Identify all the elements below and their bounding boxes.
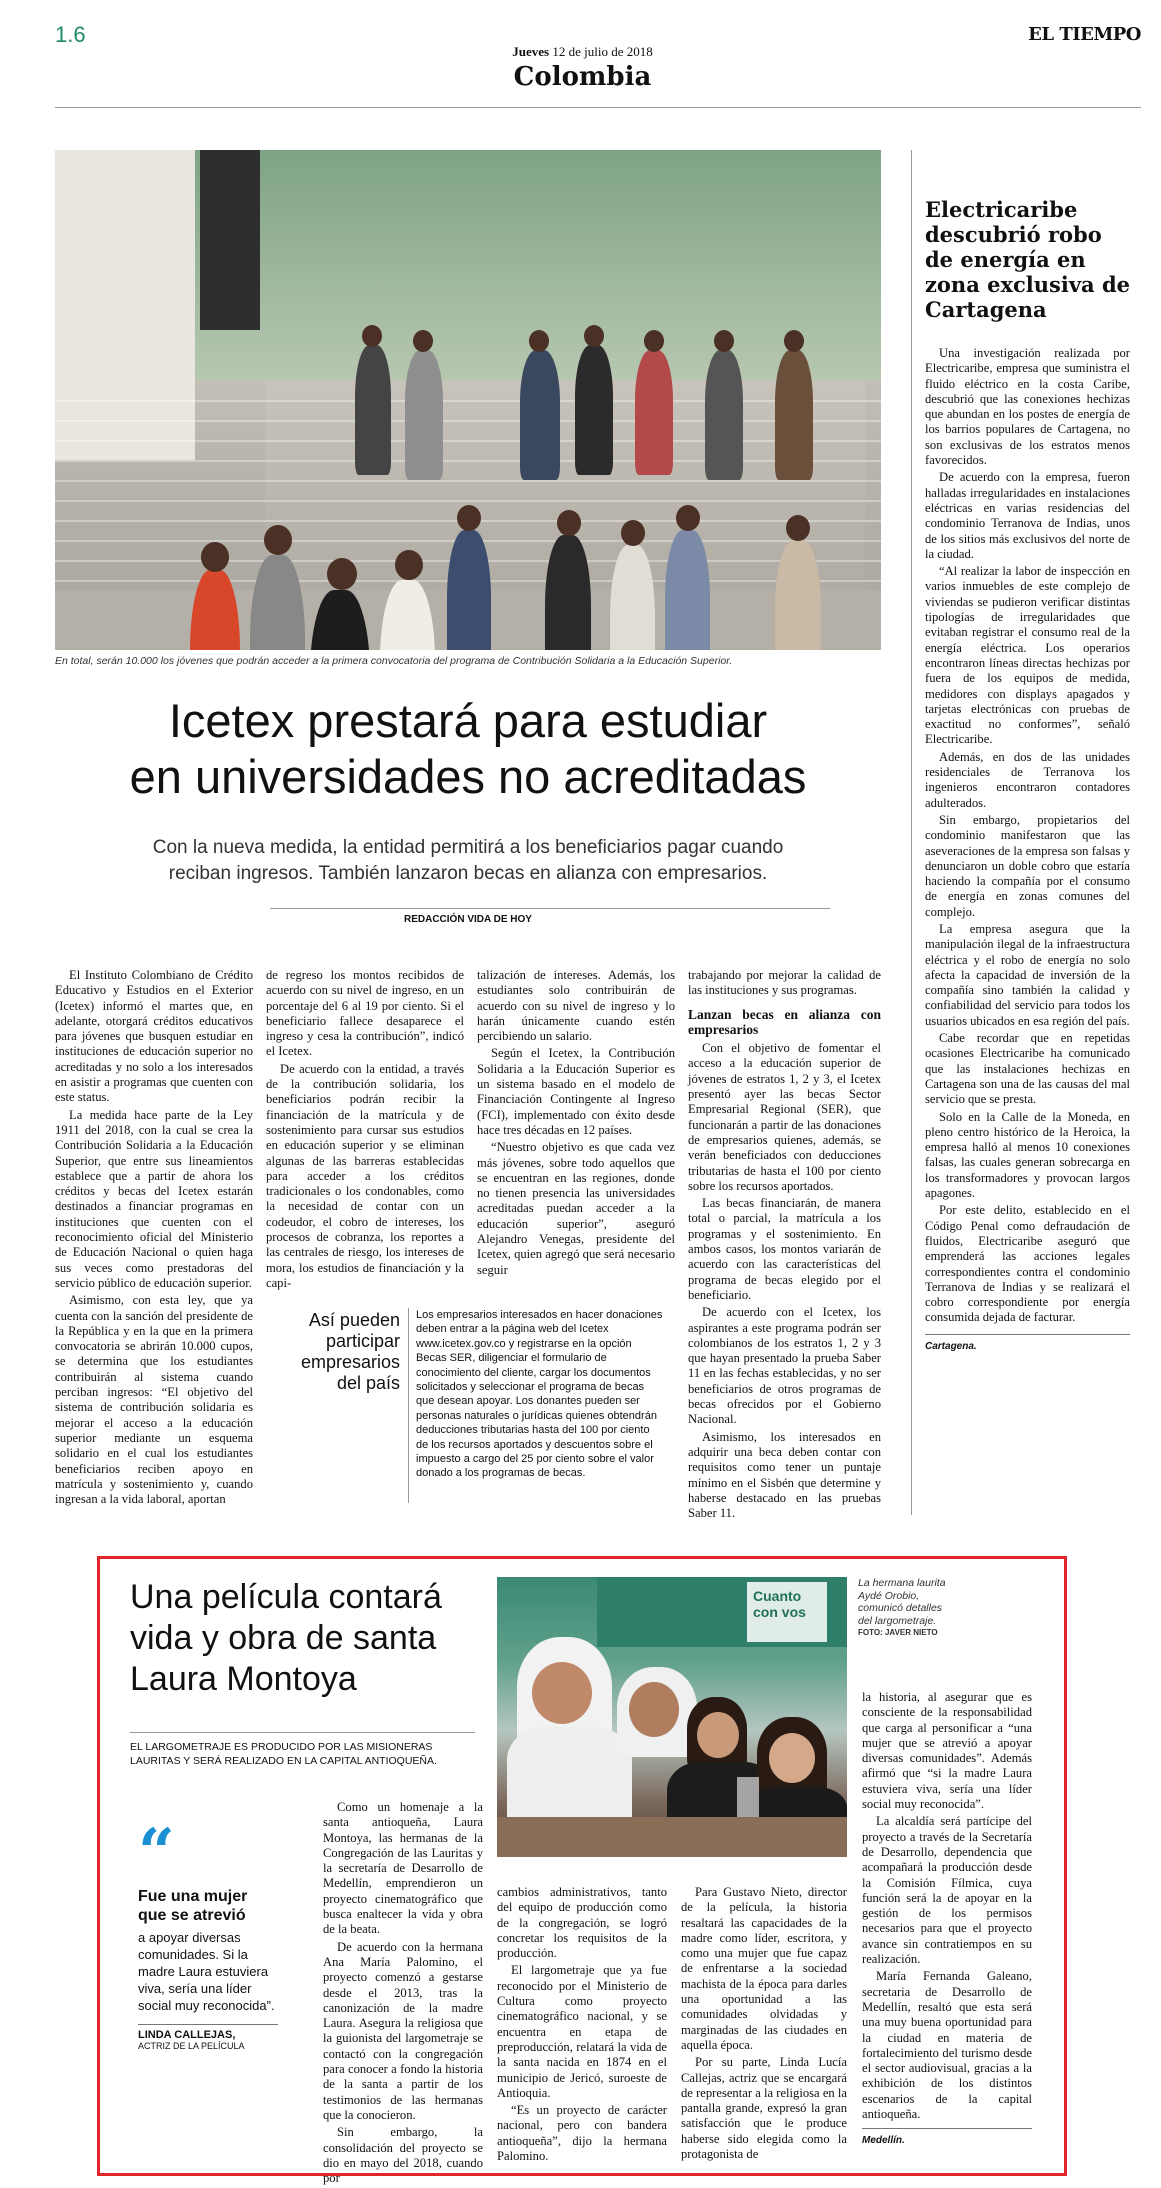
bottom-deck: EL LARGOMETRAJE ES PRODUCIDO POR LAS MISIONERAS LAURITAS Y SERÁ REALIZADO EN LA CAPITAL ANTIOQUEÑA. xyxy=(130,1741,437,1767)
paragraph: Asimismo, con esta ley, que ya cuenta con la sanción del presidente de la República y en la que en la primera convocatoria se abrirán 10.000 cupos, se determina que los estudiantes contribuirán al sistema cuando perciban ingresos: “El objetivo del sistema de contribución solidaria es mejorar el acceso a la educación superior mediante un esquema solidario en el cual los estudiantes beneficiarios reciben apoyo en matrícula y sostenimiento y, cuando ingresan a la vida laboral, aportan xyxy=(55,1293,253,1507)
quote-rule xyxy=(138,2024,278,2025)
main-col-2 xyxy=(266,968,464,1293)
paragraph: De acuerdo con la entidad, a través de la contribución solidaria, los beneficiarios podrán recibir la financiación de la matrícula y de sostenimiento para cursar sus estudios en educación superior y se eliminan algunas de las barreras establecidas para acceder a los créditos tradicionales o los condonables, como la necesidad de contar con un codeudor, el cobro de intereses, los procesos de cobranza, los reportes a las centrales de riesgo, los intereses de mora, los estudios de financiación y la capi- xyxy=(266,1061,464,1290)
paragraph: “Al realizar la labor de inspección en varios inmuebles de este complejo de viviendas se pudieron verificar distintas tipologías de irregularidades que evitaban registrar el consumo real de la energía eléctrica. Los operarios encontraron líneas directas hechizas por fuera de los equipos de medida, medidores con displays apagados y tarjetas electrónicas con pruebas de exactitud no conformes”, señaló Electricaribe. xyxy=(925,564,1130,747)
bottom-col-3 xyxy=(681,1885,847,2164)
quote-role: ACTRIZ DE LA PELÍCULA xyxy=(138,2041,245,2051)
paragraph: De acuerdo con el Icetex, los aspirantes a este programa podrán ser colombianos de los estratos 1, 2 y 3 que hayan presentado la prueba Saber 11 en las fechas establecidas, y no ser beneficiarios de otros programas de becas ofrecidos por el Gobierno Nacional. xyxy=(688,1305,881,1427)
quote-rest: a apoyar diversas comunidades. Si la madre Laura estuviera viva, sería una líder social muy reconocida”. xyxy=(138,1930,275,2013)
photo-credit: FOTO: JAVER NIETO xyxy=(858,1628,938,1637)
bottom-headline-line-2: vida y obra de santa xyxy=(130,1619,437,1657)
main-deck xyxy=(55,835,881,887)
sidebar-rule xyxy=(925,1334,1130,1335)
paragraph: Una investigación realizada por Electricaribe, empresa que suministra el fluido eléctrico en la costa Caribe, descubrió que las conexiones hechizas que abundan en los postes de energía de los barrios populares de Cartagena, no son exclusivas de los estratos menos favorecidos. xyxy=(925,346,1130,468)
main-headline xyxy=(55,693,881,805)
paragraph: La medida hace parte de la Ley 1911 del 2018, con la cual se crea la Contribución Solidaria a la Educación Superior, que entre sus lineamientos establece que a partir de ahora los créditos y becas del Icetex estarán destinados a financiar programas en instituciones que cuenten con el reconocimiento oficial del Ministerio de Educación Nacional o quien haga sus veces como prestadoras del servicio público de educación superior. xyxy=(55,1107,253,1290)
sidebar-dateline: Cartagena. xyxy=(925,1340,977,1352)
photo-caption: En total, serán 10.000 los jóvenes que podrán acceder a la primera convocatoria del programa de Contribución Solidaria a la Educación Superior. xyxy=(55,655,733,667)
byline: REDACCIÓN VIDA DE HOY xyxy=(404,914,532,925)
paragraph: Sin embargo, la consolidación del proyecto se dio en mayo del 2018, cuando por xyxy=(323,2125,483,2186)
main-col-3 xyxy=(477,968,675,1280)
paragraph: De acuerdo con la empresa, fueron halladas irregularidades en instalaciones eléctricas en varias residencias del condominio Terranova de Indias, unos de los sitios más exclusivos del norte de la ciudad. xyxy=(925,470,1130,561)
paragraph: Solo en la Calle de la Moneda, en pleno centro histórico de la Heroica, la empresa halló al menos 10 conexiones falsas, las cuales generan sobrecarga en los transformadores y provocan largos apagones. xyxy=(925,1109,1130,1201)
paragraph: la historia, al asegurar que es consciente de la responsabilidad que carga al personificar a “una mujer que se atrevió a apoyar diversas comunidades”. Además afirmó que “si la madre Laura estuviera viva, sería una líder social muy reconocida”. xyxy=(862,1690,1032,1812)
bottom-rule xyxy=(862,2128,1032,2129)
paragraph: El Instituto Colombiano de Crédito Educativo y Estudios en el Exterior (Icetex) informó el martes que, en adelante, otorgará créditos educativos para jóvenes que busquen estudiar en instituciones de educación superior no acreditadas y no solo a los interesados en asistir a programas que cuenten con este status. xyxy=(55,968,253,1105)
subhead: Lanzan becas en alianza con empresarios xyxy=(688,1006,881,1037)
paragraph: Cabe recordar que en repetidas ocasiones Electricaribe ha comunicado que las instalaciones hechizas en Cartagena son una de las causas del mal servicio que se presta. xyxy=(925,1031,1130,1107)
bottom-col-2 xyxy=(497,1885,667,2166)
page-date xyxy=(440,44,725,60)
paragraph: Por su parte, Linda Lucía Callejas, actriz que se encargará de representar a la religiosa en la pantalla grande, expresó la gran satisfacción que le produce haberse sido elegida como la protagonista de xyxy=(681,2055,847,2162)
bottom-photo-caption-line-3: comunicó detalles xyxy=(858,1602,943,1614)
paragraph: El largometraje que ya fue reconocido por el Ministerio de Cultura como proyecto cinematográfico nacional, y se encuentra en etapa de preproducción, relatará la vida de la santa nacida en 1874 en el municipio de Jericó, suroeste de Antioquia. xyxy=(497,1963,667,2100)
paragraph: Para Gustavo Nieto, director de la película, la historia resaltará las capacidades de la madre como líder, escritora, y como una mujer que fue capaz de enfrentarse a la sociedad machista de la época para darles una oportunidad a las comunidades olvidadas y marginadas de las ciudades en aquella época. xyxy=(681,1885,847,2052)
bottom-headline xyxy=(130,1577,500,1700)
bottom-col-4 xyxy=(862,1690,1032,2149)
sidebar-body xyxy=(925,346,1130,1354)
bottom-deck-rule xyxy=(130,1732,475,1733)
paragraph: Por este delito, establecido en el Código Penal como defraudación de fluidos, Electricaribe aseguró que emprenderá las acciones legales correspondientes contra el condominio Terranova de Indias y se realizará el cobro correspondiente por energía consumida dejada de facturar. xyxy=(925,1203,1130,1325)
date-weekday: Jueves xyxy=(512,44,550,59)
main-col-1 xyxy=(55,968,253,1509)
paragraph: cambios administrativos, tanto del equipo de producción como de la congregación, se logró concretar los requisitos de la producción. xyxy=(497,1885,667,1961)
paragraph: Además, en dos de las unidades residenciales de Terranova los ingenieros encontraron contadores adulterados. xyxy=(925,749,1130,810)
photo-banner xyxy=(747,1582,827,1642)
paragraph: “Es un proyecto de carácter nacional, pero con bandera antioqueña”, dijo la hermana Palomino. xyxy=(497,2103,667,2164)
paragraph: Con el objetivo de fomentar el acceso a la educación superior de jóvenes de estratos 1, 2 y 3, el Icetex presentó ayer las becas Sector Empresarial Regional (SER), que funcionarán a partir de las donaciones de empresarios quienes, además, se verán beneficiados con deducciones tributarias de hasta el 100 por ciento sobre los recursos aportados. xyxy=(688,1041,881,1193)
bottom-photo-caption-line-1: La hermana laurita xyxy=(858,1577,946,1589)
photo-banner-line-1: Cuanto xyxy=(753,1588,802,1604)
main-headline-line-2: en universidades no acreditadas xyxy=(129,750,807,803)
paragraph: de regreso los montos recibidos de acuerdo con su nivel de ingreso, en un porcentaje del 6 al 19 por ciento. Si el beneficiario fallece desaparece el ingreso y cesa la contribución”, indicó el Icetex. xyxy=(266,968,464,1059)
paragraph: La alcaldía será partícipe del proyecto a través de la Secretaría de Desarrollo, dependencia que acompañará la producción desde la Comisión Fílmica, cuya función será la de apoyar en la gestión de los permisos necesarios para que el proyecto avance sin contratiempos en su realización. xyxy=(862,1814,1032,1967)
paragraph: talización de intereses. Además, los estudiantes solo contribuirán de acuerdo con su nivel de ingreso y lo harán únicamente cuando estén percibiendo un salario. xyxy=(477,968,675,1044)
bottom-photo-caption-line-2: Aydé Orobio, xyxy=(858,1589,920,1602)
main-col-4 xyxy=(688,968,881,1523)
bottom-photo-caption xyxy=(858,1577,978,1640)
paragraph: Sin embargo, propietarios del condominio manifestaron que las aseveraciones de la empresa son falsas y denunciaron un doble cobro que estaría haciendo la compañía por el consumo de energía en zonas comunes del complejo. xyxy=(925,812,1130,919)
sidebar-divider xyxy=(911,150,912,1515)
info-box-text: Los empresarios interesados en hacer donaciones deben entrar a la página web del Icetex www.icetex.gov.co y registrarse en la opción Becas SER, diligenciar el formulario de conocimiento del cliente, cargar los documentos solicitados y seleccionar el programa de becas que desean apoyar. Los donantes pueden ser personas naturales o jurídicas quienes obtendrán deducciones tributarias hasta del 100 por ciento de los recursos aportados y descuentos sobre el impuesto a cargo del 25 por ciento sobre el valor donado a los programas de becas. xyxy=(416,1309,663,1480)
photo-banner-line-2: con vos xyxy=(753,1604,806,1620)
paragraph: Según el Icetex, la Contribución Solidaria a la Educación Superior es un sistema basado en el modelo de Financiación Contingente al Ingreso (FCI), implementado con éxito desde hace tres décadas en 12 países. xyxy=(477,1046,675,1137)
page-number: 1.6 xyxy=(55,22,86,47)
paragraph: La empresa asegura que la manipulación ilegal de la infraestructura eléctrica y el robo de energía no solo afecta la capacidad de inversión de la compañía sino también la calidad y confiabilidad del servicio para todos los usuarios ubicados en esa región del país. xyxy=(925,921,1130,1028)
pull-quote xyxy=(138,1815,278,2051)
section-title: Colombia xyxy=(513,62,652,92)
info-box-divider xyxy=(408,1308,409,1503)
info-box-title: Así pueden participar empresarios del país xyxy=(300,1310,400,1393)
paragraph: María Fernanda Galeano, secretaria de Desarrollo de Medellín, resaltó que esta será una muy buena oportunidad para la ciudad en materia de fortalecimiento del turismo desde el sector audiovisual, gracias a la exhibición de los distintos escenarios de la capital antioqueña. xyxy=(862,1969,1032,2122)
bottom-col-1 xyxy=(323,1800,483,2188)
paragraph: Las becas financiarán, de manera total o parcial, la matrícula a los programas y el sostenimiento. En ambos casos, los montos variarán de acuerdo con las características del programa de becas elegido por el beneficiario. xyxy=(688,1196,881,1302)
bottom-headline-line-1: Una película contará xyxy=(130,1578,442,1616)
quote-author: LINDA CALLEJAS, xyxy=(138,2029,236,2041)
main-headline-line-1: Icetex prestará para estudiar xyxy=(168,694,768,747)
nuns-photo xyxy=(497,1577,847,1857)
sidebar-headline: Electricaribe descubrió robo de energía en zona exclusiva de Cartagena xyxy=(925,197,1130,322)
students-photo xyxy=(55,150,881,650)
brand-logo: EL TIEMPO xyxy=(1028,24,1141,45)
main-deck-line-2: reciban ingresos. También lanzaron becas en alianza con empresarios. xyxy=(168,863,768,884)
paragraph: trabajando por mejorar la calidad de las instituciones y sus programas. xyxy=(688,968,881,998)
main-deck-line-1: Con la nueva medida, la entidad permitirá a los beneficiarios pagar cuando xyxy=(152,837,784,858)
bottom-dateline: Medellín. xyxy=(862,2135,905,2147)
bottom-photo-caption-line-4: del largometraje. xyxy=(858,1614,937,1627)
bottom-headline-line-3: Laura Montoya xyxy=(130,1660,357,1698)
paragraph: Asimismo, los interesados en adquirir una beca deben contar con requisitos como tener un puntaje mínimo en el Sisbén que determine y haberse destacado en las pruebas Saber 11. xyxy=(688,1429,881,1521)
quote-bold: Fue una mujer que se atrevió xyxy=(138,1888,248,1924)
quote-mark-icon: “ xyxy=(138,1815,175,1890)
byline-rule xyxy=(270,908,830,909)
header-divider xyxy=(55,107,1141,108)
paragraph: “Nuestro objetivo es que cada vez más jóvenes, sobre todo aquellos que se encuentran en las regiones, donde no tienen presencia las universidades acreditadas puedan acceder a la educación superior”, aseguró Alejandro Venegas, presidente del Icetex, quien agregó que será necesario seguir xyxy=(477,1140,675,1277)
paragraph: De acuerdo con la hermana Ana María Palomino, el proyecto comenzó a gestarse desde el 2013, tras la canonización de la madre Laura. Asegura la religiosa que la guionista del largometraje se contactó con la congregación para conocer a fondo la historia de la santa a partir de los testimonios de las hermanas que la conocieron. xyxy=(323,1939,483,2122)
paragraph: Como un homenaje a la santa antioqueña, Laura Montoya, las hermanas de la Congregación de las Lauritas y la secretaría de Desarrollo de Medellín, emprendieron un proyecto cinematográfico que busca enaltecer la vida y obra de la beata. xyxy=(323,1800,483,1937)
date-rest: 12 de julio de 2018 xyxy=(552,44,653,59)
